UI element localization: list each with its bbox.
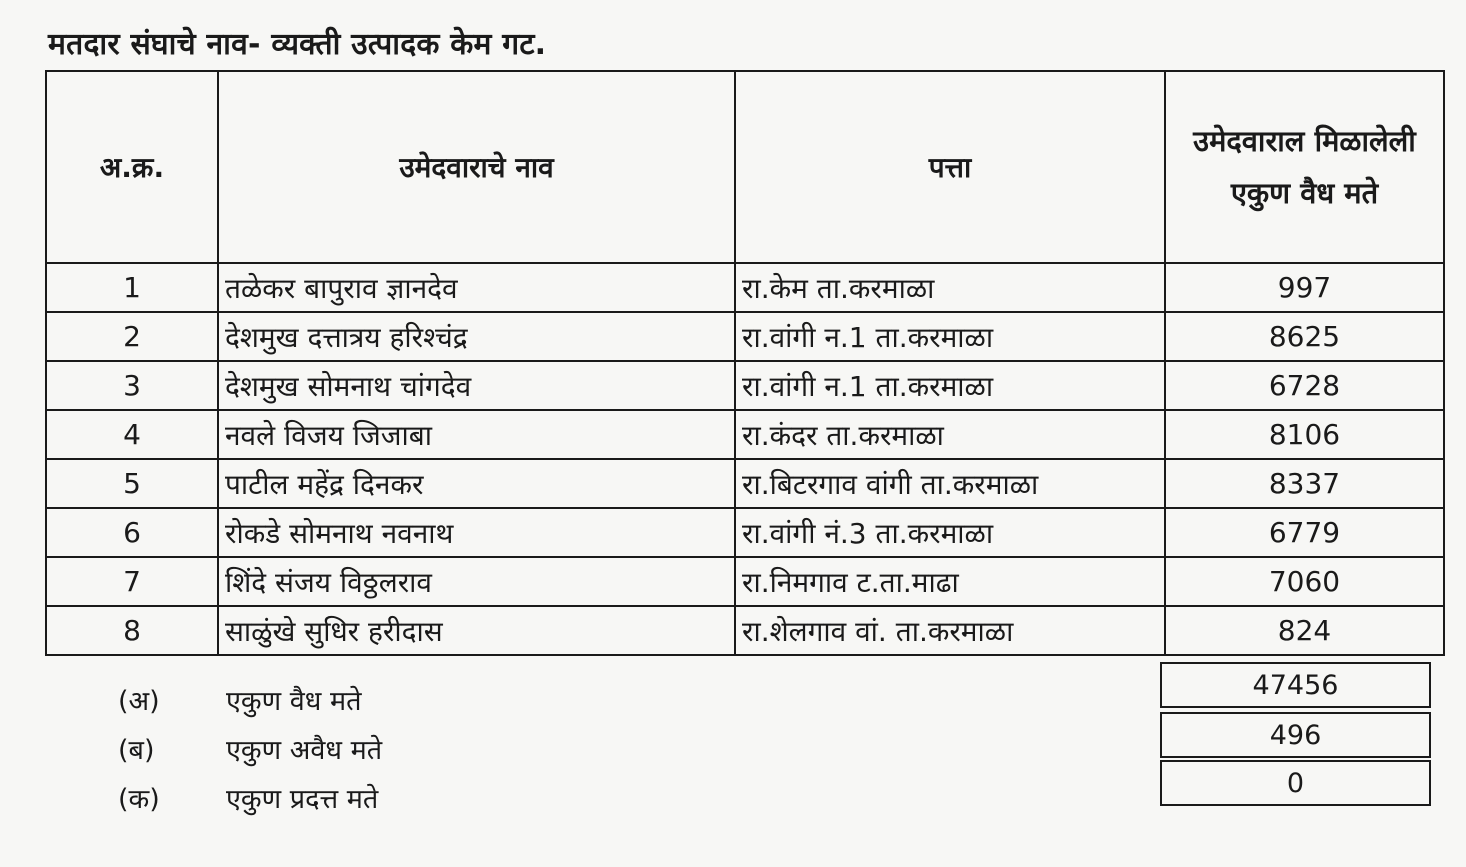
summary-label: एकुण अवैध मते xyxy=(226,734,383,766)
row-name: देशमुख दत्तात्रय हरिश्चंद्र xyxy=(218,312,735,361)
row-name: तळेकर बापुराव ज्ञानदेव xyxy=(218,263,735,312)
summary-valid-votes xyxy=(118,676,362,722)
summary-code: (ब) xyxy=(118,734,155,766)
row-serial: 2 xyxy=(46,312,218,361)
table-row xyxy=(46,361,1444,410)
row-address: रा.केम ता.करमाळा xyxy=(735,263,1165,312)
row-serial: 7 xyxy=(46,557,218,606)
table-row xyxy=(46,459,1444,508)
row-name: देशमुख सोमनाथ चांगदेव xyxy=(218,361,735,410)
summary-label: एकुण प्रदत्त मते xyxy=(226,783,379,815)
row-votes: 824 xyxy=(1165,606,1444,655)
row-votes: 8106 xyxy=(1165,410,1444,459)
summary-cast-votes-value: 0 xyxy=(1160,760,1431,806)
header-serial: अ.क्र. xyxy=(46,71,218,263)
row-votes: 6728 xyxy=(1165,361,1444,410)
summary-cast-votes xyxy=(118,774,378,820)
row-address: रा.कंदर ता.करमाळा xyxy=(735,410,1165,459)
row-address: रा.निमगाव ट.ता.माढा xyxy=(735,557,1165,606)
row-votes: 8625 xyxy=(1165,312,1444,361)
header-name: उमेदवाराचे नाव xyxy=(218,71,735,263)
summary-invalid-votes-value: 496 xyxy=(1160,712,1431,758)
row-name: पाटील महेंद्र दिनकर xyxy=(218,459,735,508)
row-name: साळुंखे सुधिर हरीदास xyxy=(218,606,735,655)
row-address: रा.वांगी नं.3 ता.करमाळा xyxy=(735,508,1165,557)
summary-code: (क) xyxy=(118,783,160,815)
row-address: रा.शेलगाव वां. ता.करमाळा xyxy=(735,606,1165,655)
row-name: नवले विजय जिजाबा xyxy=(218,410,735,459)
summary-invalid-votes xyxy=(118,725,382,771)
table-row xyxy=(46,410,1444,459)
row-votes: 6779 xyxy=(1165,508,1444,557)
row-address: रा.वांगी न.1 ता.करमाळा xyxy=(735,361,1165,410)
document-title: मतदार संघाचे नाव- व्यक्ती उत्पादक केम गट. xyxy=(48,27,547,62)
results-table xyxy=(45,70,1445,656)
row-votes: 8337 xyxy=(1165,459,1444,508)
table-row xyxy=(46,263,1444,312)
summary-code: (अ) xyxy=(118,685,160,717)
row-serial: 5 xyxy=(46,459,218,508)
summary-valid-votes-value: 47456 xyxy=(1160,662,1431,708)
row-address: रा.बिटरगाव वांगी ता.करमाळा xyxy=(735,459,1165,508)
row-serial: 8 xyxy=(46,606,218,655)
summary-label: एकुण वैध मते xyxy=(226,685,362,717)
row-name: शिंदे संजय विठ्ठलराव xyxy=(218,557,735,606)
row-serial: 1 xyxy=(46,263,218,312)
table-row xyxy=(46,312,1444,361)
header-address: पत्ता xyxy=(735,71,1165,263)
row-votes: 997 xyxy=(1165,263,1444,312)
table-row xyxy=(46,508,1444,557)
header-votes: उमेदवाराल मिळालेली एकुण वैध मते xyxy=(1165,71,1444,263)
table-row xyxy=(46,606,1444,655)
row-serial: 3 xyxy=(46,361,218,410)
table-header-row xyxy=(46,71,1444,263)
row-serial: 6 xyxy=(46,508,218,557)
row-address: रा.वांगी न.1 ता.करमाळा xyxy=(735,312,1165,361)
row-votes: 7060 xyxy=(1165,557,1444,606)
row-name: रोकडे सोमनाथ नवनाथ xyxy=(218,508,735,557)
table-row xyxy=(46,557,1444,606)
row-serial: 4 xyxy=(46,410,218,459)
